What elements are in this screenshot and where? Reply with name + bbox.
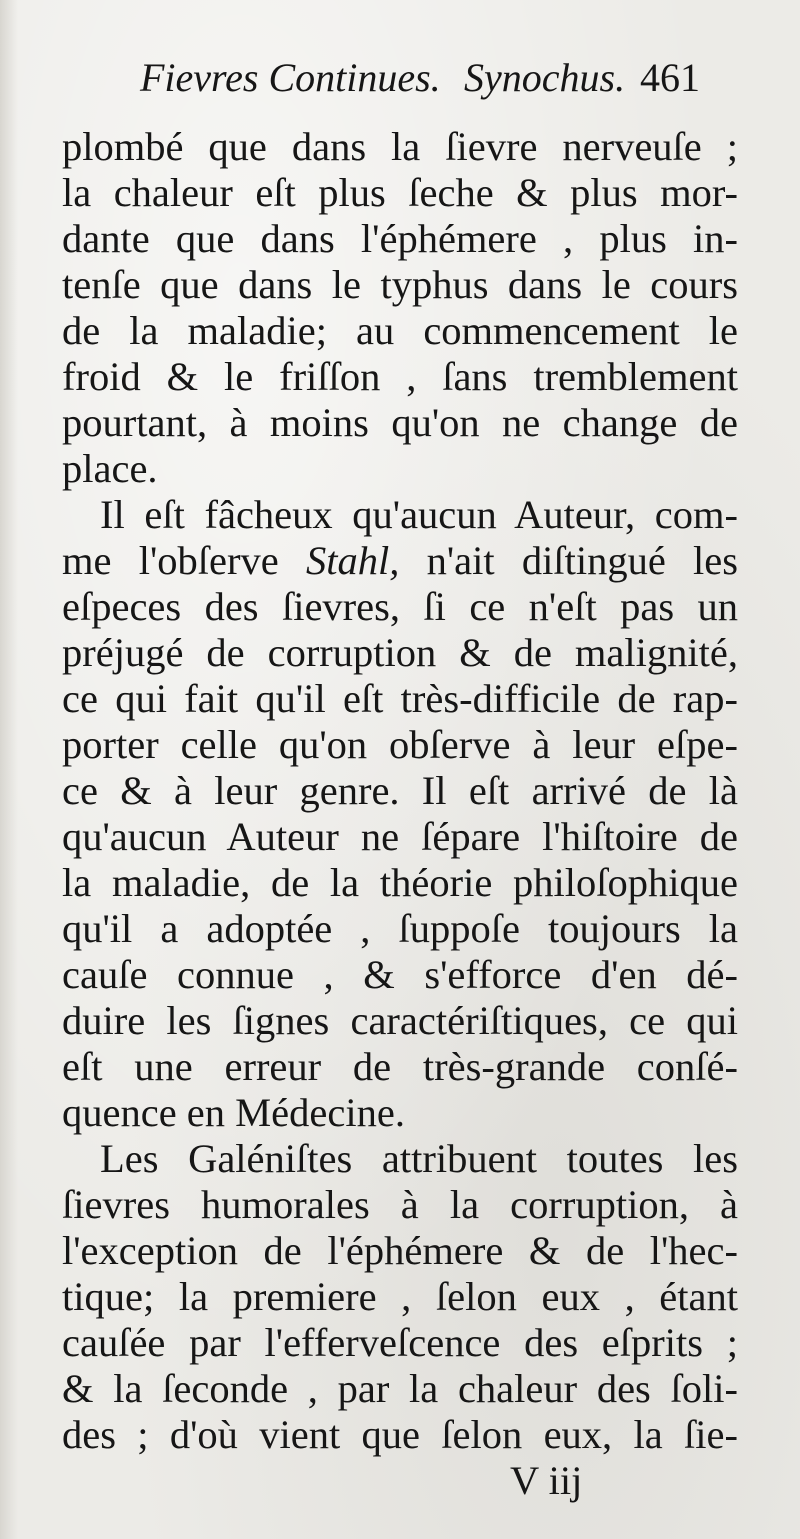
text-segment: n'ait diſtingué les [426, 538, 739, 583]
text-line: préjugé de corruption & de malignité, [62, 630, 738, 675]
text-line: cauſe connue , & s'efforce d'en dé- [62, 952, 738, 997]
text-line: porter celle qu'on obſerve à leur eſpe- [62, 722, 738, 767]
text-line: des ; d'où vient que ſelon eux, la ſie- [62, 1412, 738, 1457]
paragraph-start-line: Il eſt fâcheux qu'aucun Auteur, com- [100, 492, 738, 537]
text-line: place. [62, 446, 158, 491]
cited-author: Stahl, [305, 538, 400, 583]
text-line: l'exception de l'éphémere & de l'hec- [62, 1228, 738, 1273]
text-line: ce qui fait qu'il eſt très-difficile de rap- [62, 676, 738, 721]
signature-mark: V iij [510, 1458, 583, 1503]
page-number: 461 [640, 55, 700, 100]
text-line-with-citation [62, 538, 738, 584]
text-line: duire les ſignes caractériſtiques, ce qui [62, 998, 738, 1043]
running-header [140, 54, 760, 102]
header-title-left: Fievres Continues. [140, 55, 441, 100]
header-title-right: Synochus. [464, 55, 626, 100]
text-line: qu'aucun Auteur ne ſépare l'hiſtoire de [62, 814, 738, 859]
text-line: dante que dans l'éphémere , plus in- [62, 216, 738, 261]
text-line: cauſée par l'efferveſcence des eſprits ; [62, 1320, 738, 1365]
text-segment: me l'obſerve [62, 538, 279, 583]
text-line: tique; la premiere , ſelon eux , étant [62, 1274, 738, 1319]
text-line: froid & le friſſon , ſans tremblement [62, 354, 738, 399]
text-line: tenſe que dans le typhus dans le cours [62, 262, 738, 307]
text-line: eſt une erreur de très-grande conſé- [62, 1044, 738, 1089]
text-line: quence en Médecine. [62, 1090, 405, 1135]
text-line: ſievres humorales à la corruption, à [62, 1182, 738, 1227]
page-edge-shadow [0, 0, 18, 1539]
text-line: la chaleur eſt plus ſeche & plus mor- [62, 170, 738, 215]
text-line: eſpeces des ſievres, ſi ce n'eſt pas un [62, 584, 738, 629]
text-line: plombé que dans la ſievre nerveuſe ; [62, 124, 738, 169]
text-line: qu'il a adoptée , ſuppoſe toujours la [62, 906, 738, 951]
text-line: de la maladie; au commencement le [62, 308, 738, 353]
text-line: pourtant, à moins qu'on ne change de [62, 400, 738, 445]
paragraph-start-line: Les Galéniſtes attribuent toutes les [100, 1136, 738, 1181]
text-line: & la ſeconde , par la chaleur des ſoli- [62, 1366, 738, 1411]
text-line: ce & à leur genre. Il eſt arrivé de là [62, 768, 738, 813]
text-line: la maladie, de la théorie philoſophique [62, 860, 738, 905]
